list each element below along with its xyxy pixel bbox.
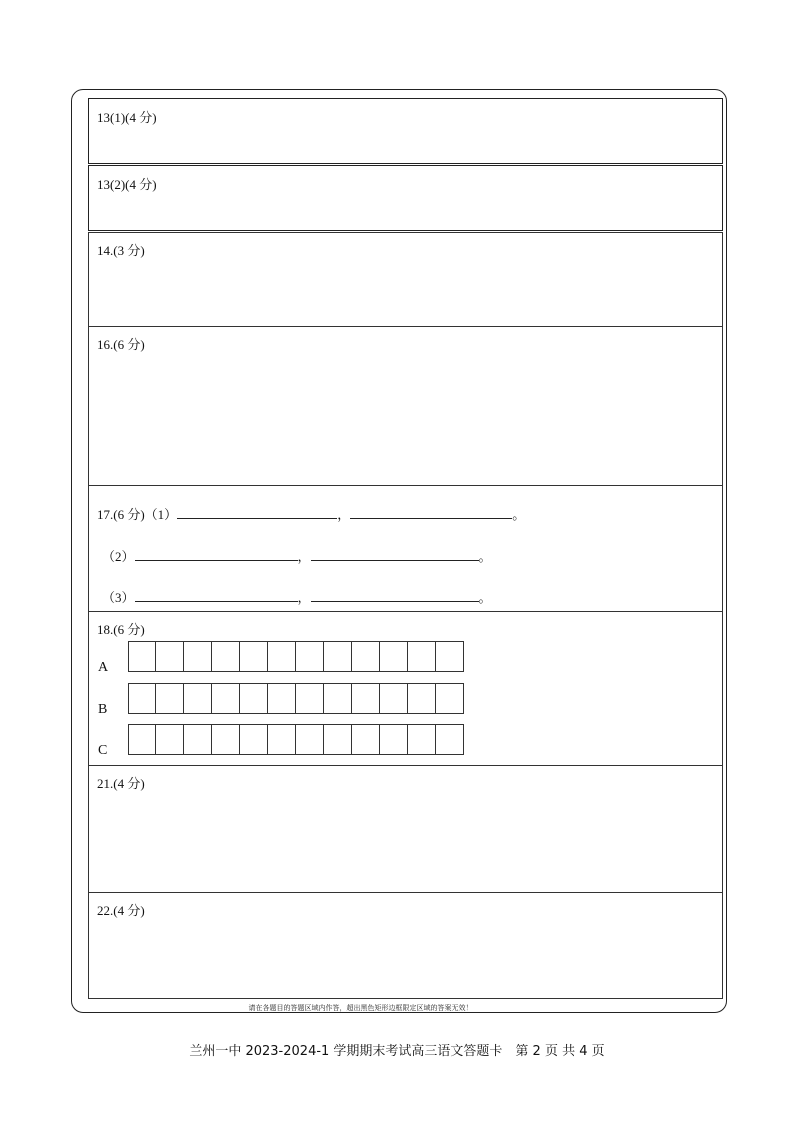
q17-line-3 bbox=[102, 587, 492, 606]
comma: ， bbox=[297, 590, 311, 605]
grid-cell[interactable] bbox=[128, 641, 156, 672]
item-number: （3） bbox=[102, 590, 135, 605]
grid-cell[interactable] bbox=[408, 641, 436, 672]
grid-cell[interactable] bbox=[408, 683, 436, 714]
grid-cell[interactable] bbox=[380, 724, 408, 755]
answer-blank[interactable] bbox=[311, 548, 479, 561]
answer-blank[interactable] bbox=[177, 506, 337, 519]
row-label-b: B bbox=[98, 702, 108, 717]
grid-cell[interactable] bbox=[408, 724, 436, 755]
grid-cell[interactable] bbox=[212, 641, 240, 672]
writing-grid-c bbox=[128, 724, 464, 755]
question-label: 16.(6 分) bbox=[97, 337, 145, 352]
answer-blank[interactable] bbox=[350, 506, 512, 519]
question-label: 13(2)(4 分) bbox=[97, 177, 157, 192]
comma: ， bbox=[297, 549, 311, 564]
section-divider bbox=[88, 232, 723, 233]
writing-grid-a bbox=[128, 641, 464, 672]
grid-cell[interactable] bbox=[268, 724, 296, 755]
q17-line-1 bbox=[97, 504, 525, 523]
section-divider bbox=[88, 892, 723, 893]
answer-box-13-2[interactable] bbox=[88, 165, 723, 231]
grid-cell[interactable] bbox=[184, 683, 212, 714]
section-divider bbox=[88, 611, 723, 612]
q17-line-2 bbox=[102, 546, 492, 565]
comma: ， bbox=[337, 507, 351, 522]
question-label: 22.(4 分) bbox=[97, 903, 145, 918]
answer-blank[interactable] bbox=[135, 548, 298, 561]
grid-cell[interactable] bbox=[128, 683, 156, 714]
grid-cell[interactable] bbox=[380, 641, 408, 672]
section-divider bbox=[88, 485, 723, 486]
grid-cell[interactable] bbox=[352, 683, 380, 714]
grid-cell[interactable] bbox=[212, 724, 240, 755]
grid-cell[interactable] bbox=[156, 724, 184, 755]
answer-box-13-1[interactable] bbox=[88, 98, 723, 164]
period: 。 bbox=[478, 590, 492, 605]
row-label-a: A bbox=[98, 660, 109, 675]
period: 。 bbox=[512, 507, 526, 522]
period: 。 bbox=[478, 549, 492, 564]
grid-cell[interactable] bbox=[324, 724, 352, 755]
grid-cell[interactable] bbox=[296, 683, 324, 714]
grid-cell[interactable] bbox=[156, 641, 184, 672]
question-label: 21.(4 分) bbox=[97, 776, 145, 791]
answer-box-22[interactable] bbox=[88, 892, 723, 998]
item-number: （2） bbox=[102, 549, 135, 564]
grid-cell[interactable] bbox=[352, 724, 380, 755]
question-label: 13(1)(4 分) bbox=[97, 110, 157, 125]
grid-cell[interactable] bbox=[324, 641, 352, 672]
question-label: 17.(6 分) bbox=[97, 507, 145, 522]
answer-box-16[interactable] bbox=[88, 326, 723, 485]
grid-cell[interactable] bbox=[268, 683, 296, 714]
row-label-c: C bbox=[98, 743, 108, 758]
grid-cell[interactable] bbox=[184, 641, 212, 672]
question-label: 14.(3 分) bbox=[97, 243, 145, 258]
grid-cell[interactable] bbox=[296, 724, 324, 755]
grid-cell[interactable] bbox=[324, 683, 352, 714]
question-label: 18.(6 分) bbox=[97, 622, 145, 637]
answer-box-21[interactable] bbox=[88, 765, 723, 892]
grid-cell[interactable] bbox=[240, 683, 268, 714]
grid-cell[interactable] bbox=[184, 724, 212, 755]
grid-cell[interactable] bbox=[436, 683, 464, 714]
item-number: （1） bbox=[144, 507, 178, 522]
answer-blank[interactable] bbox=[135, 589, 298, 602]
grid-cell[interactable] bbox=[212, 683, 240, 714]
grid-cell[interactable] bbox=[436, 724, 464, 755]
answer-box-14[interactable] bbox=[88, 232, 723, 326]
page-footer: 兰州一中 2023-2024-1 学期期末考试高三语文答题卡 第 2 页 共 4 页 bbox=[189, 1044, 605, 1059]
section-divider bbox=[88, 998, 723, 999]
answer-blank[interactable] bbox=[311, 589, 479, 602]
grid-cell[interactable] bbox=[156, 683, 184, 714]
grid-cell[interactable] bbox=[240, 641, 268, 672]
grid-cell[interactable] bbox=[380, 683, 408, 714]
grid-cell[interactable] bbox=[268, 641, 296, 672]
section-divider bbox=[88, 326, 723, 327]
writing-grid-b bbox=[128, 683, 464, 714]
boundary-notice: 请在各题目的答题区域内作答，超出黑色矩形边框限定区域的答案无效！ bbox=[248, 1004, 473, 1012]
grid-cell[interactable] bbox=[128, 724, 156, 755]
grid-cell[interactable] bbox=[296, 641, 324, 672]
grid-cell[interactable] bbox=[240, 724, 268, 755]
grid-cell[interactable] bbox=[352, 641, 380, 672]
grid-cell[interactable] bbox=[436, 641, 464, 672]
section-divider bbox=[88, 765, 723, 766]
